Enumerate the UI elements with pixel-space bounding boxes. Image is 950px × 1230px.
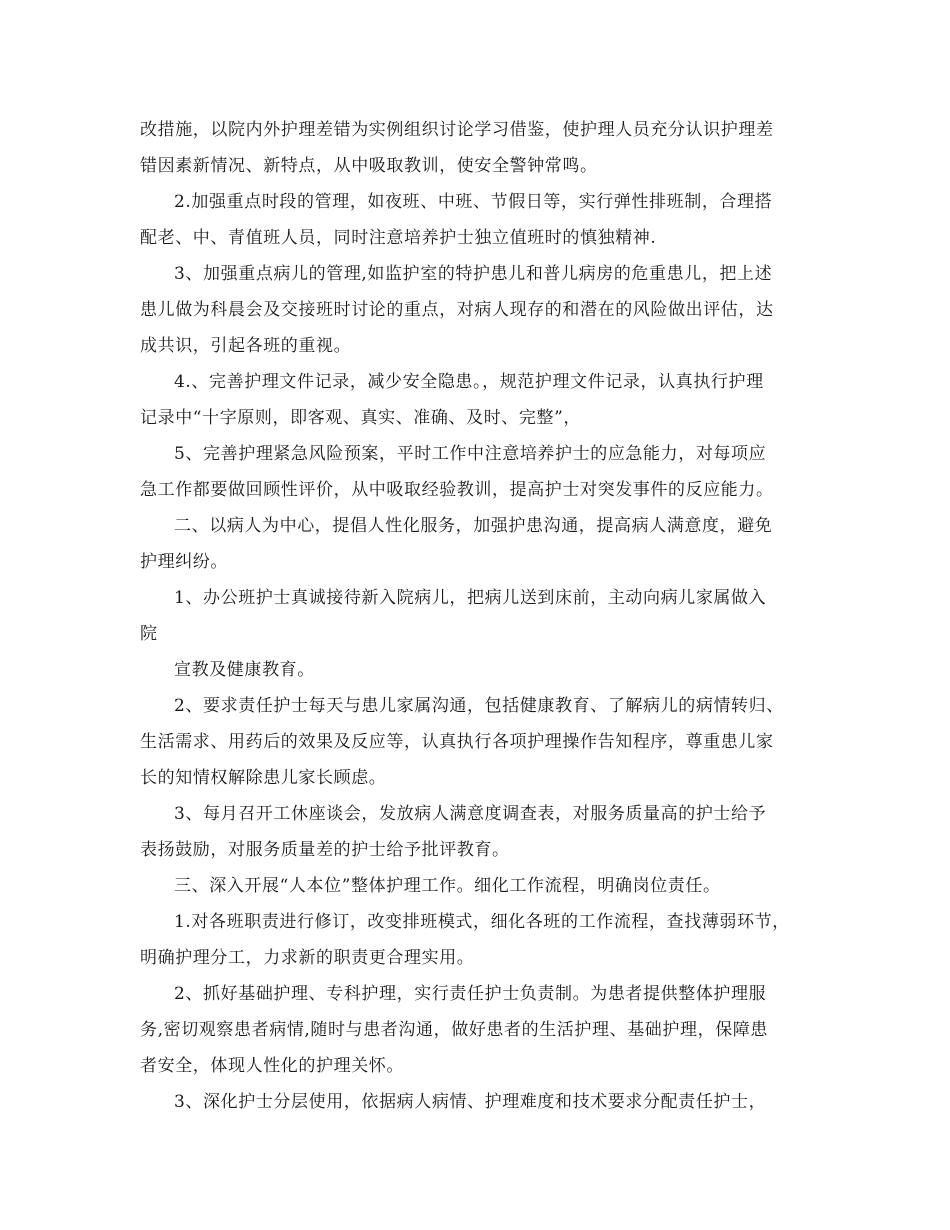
- text-line: 长的知情权解除患儿家长顾虑。: [140, 768, 387, 788]
- text-line: 急工作都要做回顾性评价，从中吸取经验教训，提高护士对突发事件的反应能力。: [140, 480, 774, 500]
- text-line: 表扬鼓励，对服务质量差的护士给予批评教育。: [140, 840, 510, 860]
- text-line: 5、完善护理紧急风险预案，平时工作中注意培养护士的应急能力，对每项应: [174, 444, 767, 464]
- text-line: 3、深化护士分层使用，依据病人病情、护理难度和技术要求分配责任护士，: [174, 1092, 767, 1112]
- text-line: 成共识，引起各班的重视。: [140, 336, 352, 356]
- text-line: 患儿做为科晨会及交接班时讨论的重点，对病人现存的和潜在的风险做出评估，达: [140, 300, 774, 320]
- text-line: 明确护理分工，力求新的职责更合理实用。: [140, 948, 475, 968]
- text-line: 2、要求责任护士每天与患儿家属沟通，包括健康教育、了解病儿的病情转归、: [174, 696, 784, 716]
- text-line: 护理纠纷。: [140, 552, 228, 572]
- text-line: 2.加强重点时段的管理，如夜班、中班、节假日等，实行弹性排班制，合理搭: [174, 192, 773, 212]
- text-line: 院: [140, 624, 158, 644]
- text-line: 4.、完善护理文件记录，减少安全隐患。，规范护理文件记录，认真执行护理: [174, 372, 764, 392]
- text-line: 3、每月召开工休座谈会，发放病人满意度调查表，对服务质量高的护士给予: [174, 804, 767, 824]
- text-line: 务,密切观察患者病情,随时与患者沟通，做好患者的生活护理、基础护理，保障患: [140, 1020, 769, 1040]
- text-line: 三、深入开展“人本位”整体护理工作。细化工作流程，明确岗位责任。: [174, 876, 721, 896]
- text-line: 配老、中、青值班人员，同时注意培养护士独立值班时的慎独精神.: [140, 228, 657, 248]
- text-line: 记录中“十字原则，即客观、真实、准确、及时、完整”，: [140, 408, 581, 428]
- text-line: 二、以病人为中心，提倡人性化服务，加强护患沟通，提高病人满意度，避免: [174, 516, 773, 536]
- text-line: 者安全，体现人性化的护理关怀。: [140, 1056, 404, 1076]
- document-body: [140, 112, 830, 1120]
- text-line: 3、加强重点病儿的管理,如监护室的特护患儿和普儿病房的危重患儿，把上述: [174, 264, 773, 284]
- text-line: 错因素新情况、新特点，从中吸取教训，使安全警钟常鸣。: [140, 156, 598, 176]
- text-line: 1.对各班职责进行修订，改变排班模式，细化各班的工作流程，查找薄弱环节，: [174, 912, 790, 932]
- text-line: 宣教及健康教育。: [174, 660, 315, 680]
- text-line: 生活需求、用药后的效果及反应等，认真执行各项护理操作告知程序，尊重患儿家: [140, 732, 774, 752]
- text-line: 1、办公班护士真诚接待新入院病儿，把病儿送到床前，主动向病儿家属做入: [174, 588, 767, 608]
- text-line: 改措施，以院内外护理差错为实例组织讨论学习借鉴，使护理人员充分认识护理差: [140, 120, 774, 140]
- text-line: 2、抓好基础护理、专科护理，实行责任护士负责制。为患者提供整体护理服: [174, 984, 767, 1004]
